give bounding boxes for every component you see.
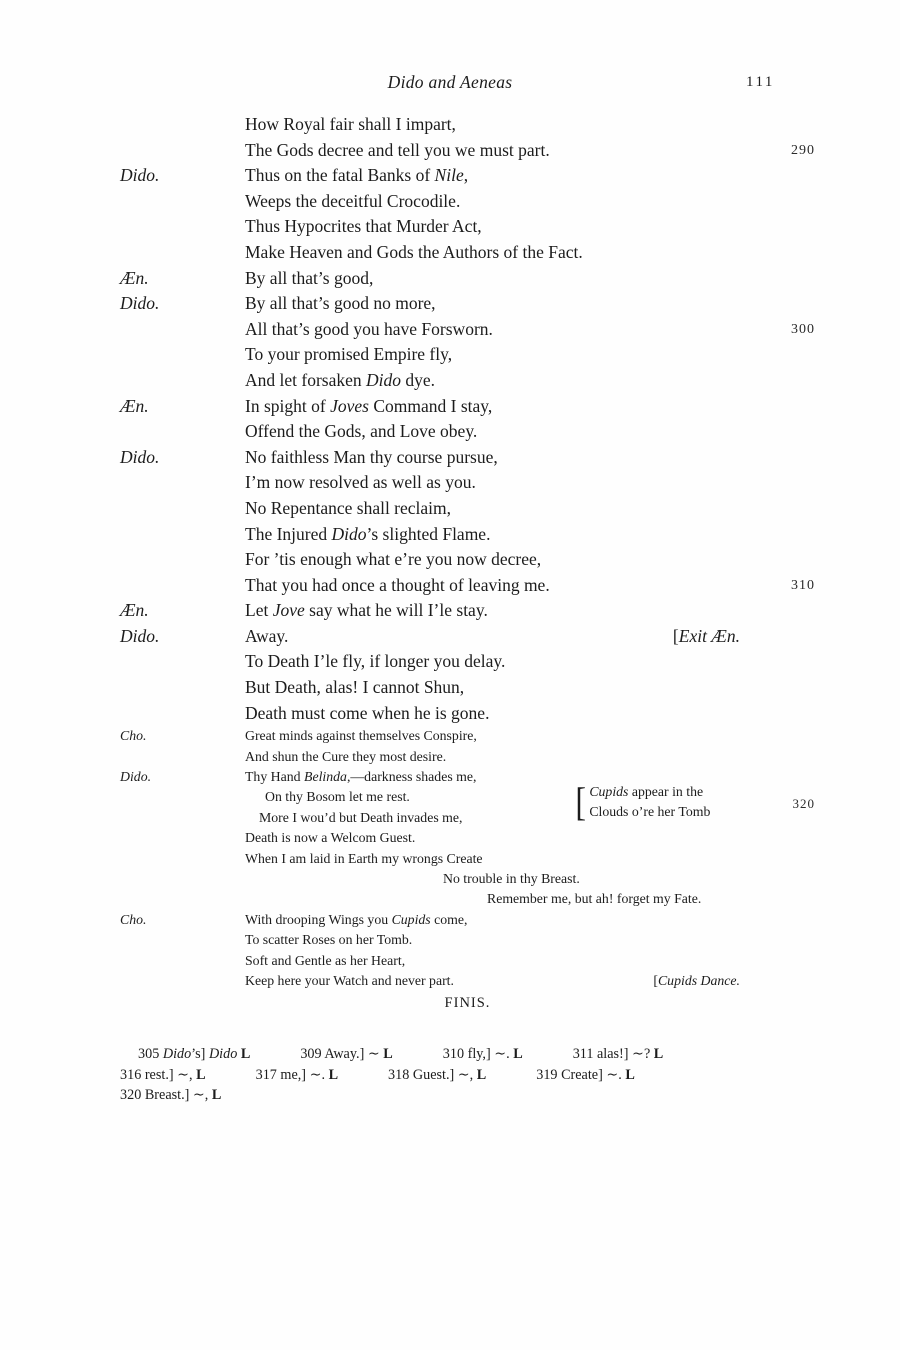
line-number [740, 394, 815, 420]
verse-line [120, 470, 815, 496]
verse-line [120, 951, 815, 971]
speaker-label [120, 849, 245, 869]
verse-text: Death must come when he is gone. [245, 702, 490, 723]
apparatus-row [120, 1065, 840, 1086]
stage-note [574, 781, 710, 823]
stage-direction: [Cupids Dance. [653, 972, 740, 988]
speaker-label: Cho. [120, 911, 147, 927]
line-number: 300 [791, 321, 815, 337]
verse-text: And let forsaken Dido dye. [245, 369, 436, 390]
line-number: 310 [791, 577, 815, 593]
speaker-label: Dido. [120, 625, 160, 646]
verse-line [120, 849, 815, 869]
verse-line [120, 598, 815, 624]
speaker-label [120, 951, 245, 971]
verse-line [120, 869, 815, 889]
speaker-label [120, 573, 245, 599]
verse-text: Great minds against themselves Conspire, [245, 728, 477, 744]
verse-text: No faithless Man thy course pursue, [245, 446, 498, 467]
verse-text: When I am laid in Earth my wrongs Create [245, 850, 483, 866]
apparatus-entry: 309 Away.] ∼ L [300, 1046, 393, 1062]
line-number [740, 163, 815, 189]
verse-line [120, 291, 815, 317]
line-number [740, 496, 815, 522]
speaker-label: Æn. [120, 395, 149, 416]
verse-text: How Royal fair shall I impart, [245, 114, 456, 134]
apparatus-entry: 318 Guest.] ∼, L [388, 1066, 487, 1083]
speaker-label [120, 547, 245, 573]
line-number [740, 470, 815, 496]
verse-text: The Injured Dido’s slighted Flame. [245, 523, 491, 544]
verse-line [120, 930, 815, 950]
line-number [740, 368, 815, 394]
verse-text: That you had once a thought of leaving me. [245, 574, 550, 595]
speaker-label [120, 496, 245, 522]
apparatus-entry: 320 Breast.] ∼, L [120, 1087, 222, 1104]
verse-text: Let Jove say what he will I’le stay. [245, 600, 488, 621]
speaker-label [120, 701, 245, 727]
verse-text: Thy Hand Belinda,—darkness shades me, [245, 769, 477, 785]
speaker-label: Dido. [120, 769, 152, 785]
verse-line [120, 828, 815, 848]
finis-label: FINIS. [444, 995, 491, 1011]
line-number [740, 189, 815, 215]
verse-text: But Death, alas! I cannot Shun, [245, 677, 465, 698]
verse-text: All that’s good you have Forsworn. [245, 318, 493, 339]
speaker-label [120, 889, 245, 909]
verse-text: Remember me, but ah! forget my Fate. [487, 891, 702, 907]
line-number [740, 675, 815, 701]
verse-line [120, 419, 815, 445]
line-number [740, 522, 815, 548]
apparatus-entry: 305 Dido’s] Dido L [138, 1046, 251, 1062]
verse-text: No trouble in thy Breast. [443, 870, 580, 886]
verse-line [120, 138, 815, 164]
line-number [740, 910, 815, 930]
line-number [740, 214, 815, 240]
verse-line [120, 342, 815, 368]
line-number [740, 767, 815, 787]
line-number [740, 930, 815, 950]
verse-line [120, 189, 815, 215]
verse-text: And shun the Cure they most desire. [245, 748, 447, 764]
line-number [740, 726, 815, 746]
verse-text: No Repentance shall reclaim, [245, 497, 452, 518]
line-number [740, 112, 815, 138]
verse-text: Weeps the deceitful Crocodile. [245, 190, 461, 211]
line-number [740, 624, 815, 650]
line-number [740, 547, 815, 573]
verse-text: By all that’s good, [245, 267, 374, 288]
apparatus-entry: 310 fly,] ∼. L [442, 1046, 523, 1062]
verse-line [120, 266, 815, 292]
verse-line [120, 547, 815, 573]
verse-text: To scatter Roses on her Tomb. [245, 932, 413, 948]
line-number [740, 445, 815, 471]
line-number [740, 747, 815, 767]
apparatus-row [120, 1044, 840, 1065]
speaker-label [120, 787, 245, 807]
speaker-label [120, 138, 245, 164]
speaker-label [120, 675, 245, 701]
verse-line [120, 368, 815, 394]
verse-text: To your promised Empire fly, [245, 344, 453, 365]
verse-text: Soft and Gentle as her Heart, [245, 952, 406, 968]
verse-line [120, 522, 815, 548]
verse-line [120, 910, 815, 930]
speaker-label [120, 747, 245, 767]
verse-text: Away. [Exit Æn. [245, 624, 740, 650]
line-number [740, 291, 815, 317]
verse-text: With drooping Wings you Cupids come, [245, 911, 468, 927]
verse-line [120, 445, 815, 471]
verse-line [120, 573, 815, 599]
speaker-label [120, 649, 245, 675]
apparatus-entry: 317 me,] ∼. L [255, 1066, 339, 1083]
verse-text: Thus Hypocrites that Murder Act, [245, 216, 482, 237]
line-number [740, 849, 815, 869]
speaker-label [120, 930, 245, 950]
verse-text: Make Heaven and Gods the Authors of the Fact. [245, 241, 583, 262]
speaker-label [120, 189, 245, 215]
line-number [740, 828, 815, 848]
verse-text: On thy Bosom let me rest. [265, 789, 410, 805]
speaker-label [120, 869, 245, 889]
speaker-label [120, 240, 245, 266]
verse-line [120, 675, 815, 701]
verse-text: By all that’s good no more, [245, 293, 436, 314]
verse-text: More I wou’d but Death invades me, [259, 809, 463, 825]
speaker-label: Æn. [120, 600, 149, 621]
line-number [740, 598, 815, 624]
line-number [740, 701, 815, 727]
apparatus-entry: 311 alas!] ∼? L [572, 1046, 664, 1062]
verse-line [120, 317, 815, 343]
verse-text: For ’tis enough what e’re you now decree, [245, 549, 542, 570]
stage-note-line-1: Cupids appear in the [589, 783, 704, 799]
speaker-label [120, 112, 245, 138]
verse-line [120, 701, 815, 727]
speaker-label: Cho. [120, 728, 147, 744]
verse-line [120, 112, 815, 138]
line-number [740, 971, 815, 991]
speaker-label [120, 419, 245, 445]
speaker-label [120, 342, 245, 368]
speaker-label [120, 214, 245, 240]
stage-direction: [Exit Æn. [672, 625, 740, 646]
speaker-label: Æn. [120, 267, 149, 288]
verse-line [120, 767, 815, 787]
speaker-label [120, 828, 245, 848]
speaker-label: Dido. [120, 446, 160, 467]
verse-line [120, 240, 815, 266]
speaker-label [120, 522, 245, 548]
verse-text: Offend the Gods, and Love obey. [245, 421, 478, 442]
speaker-label [120, 317, 245, 343]
speaker-label [120, 808, 245, 828]
stage-note-bracket: [ [575, 779, 586, 824]
line-number: 290 [791, 142, 815, 158]
verse-line [120, 889, 815, 909]
verse-line [120, 747, 815, 767]
stage-note-text [589, 782, 710, 823]
verse-line [120, 496, 815, 522]
line-number [740, 240, 815, 266]
verse-line [120, 971, 815, 991]
verse-text: I’m now resolved as well as you. [245, 472, 476, 493]
verse-text: To Death I’le fly, if longer you delay. [245, 651, 506, 672]
apparatus-entry: 319 Create] ∼. L [536, 1066, 635, 1083]
stage-note-line-2: Clouds o’re her Tomb [589, 804, 711, 819]
speaker-label: Dido. [120, 293, 160, 314]
verse-line [120, 808, 815, 828]
page-number: 111 [746, 74, 775, 90]
speaker-label [120, 470, 245, 496]
verse-lines [120, 112, 815, 991]
line-number [740, 951, 815, 971]
verse-text: The Gods decree and tell you we must part. [245, 139, 550, 160]
verse-line [120, 726, 815, 746]
verse-text: In spight of Joves Command I stay, [245, 395, 493, 416]
verse-text: Keep here your Watch and never part. [Cupids Dance. [245, 971, 740, 991]
apparatus-entry: 316 rest.] ∼, L [120, 1066, 206, 1083]
verse-text: Death is now a Welcom Guest. [245, 830, 416, 846]
line-number [754, 808, 829, 828]
verse-line [120, 649, 815, 675]
verse-line [120, 787, 815, 807]
running-header-title: Dido and Aeneas [387, 72, 513, 92]
verse-line [120, 394, 815, 420]
verse-text: Thus on the fatal Banks of Nile, [245, 165, 469, 186]
textual-apparatus [120, 1044, 840, 1106]
speaker-label [120, 368, 245, 394]
verse-line [120, 624, 815, 650]
stage-note-line-number: 320 [792, 796, 815, 811]
line-number [740, 342, 815, 368]
speaker-label: Dido. [120, 165, 160, 186]
verse-line [120, 163, 815, 189]
line-number [740, 649, 815, 675]
apparatus-row [120, 1085, 840, 1106]
line-number [740, 266, 815, 292]
verse-line [120, 214, 815, 240]
speaker-label [120, 971, 245, 991]
line-number [740, 419, 815, 445]
